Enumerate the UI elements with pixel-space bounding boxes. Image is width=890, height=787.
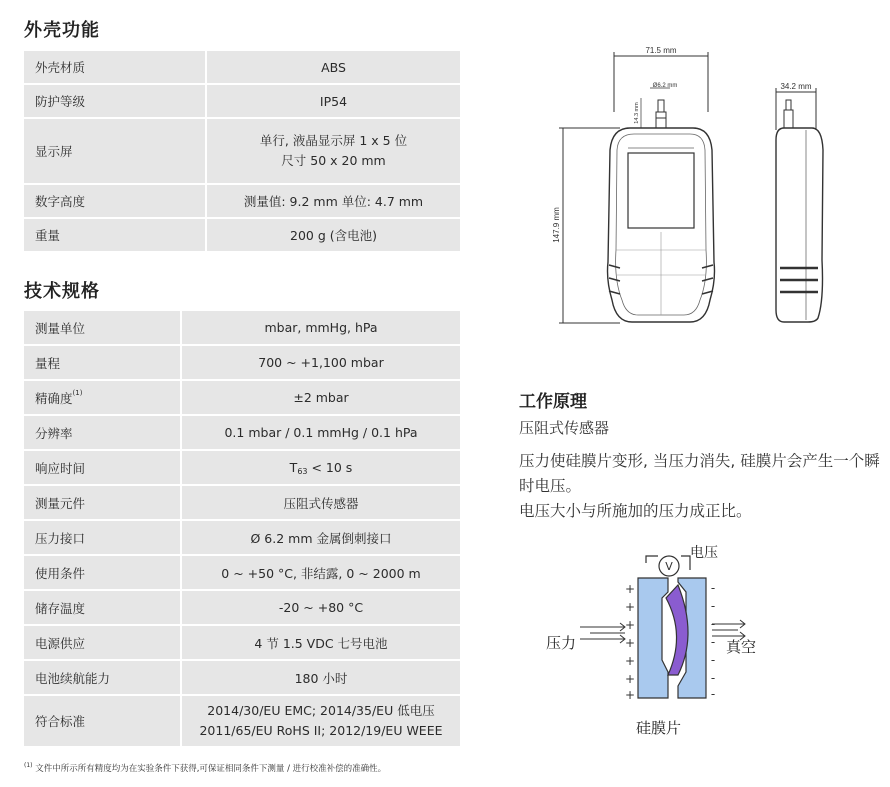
table-row: [24, 591, 460, 624]
table-row: [24, 219, 460, 251]
principle-text: [519, 449, 889, 524]
minus-mark: -: [710, 617, 716, 631]
row-label: [24, 311, 182, 344]
principle-title: 工作原理: [519, 392, 587, 412]
principle-line-1: 压力使硅膜片变形, 当压力消失, 硅膜片会产生一个瞬时电压。: [519, 452, 880, 495]
row-value-text: mbar, mmHg, hPa: [264, 320, 378, 335]
row-value-text: 2011/65/EU RoHS II; 2012/19/EU WEEE: [199, 723, 443, 738]
table-row: [24, 346, 460, 379]
row-label-text: 量程: [35, 355, 61, 371]
row-value: [182, 381, 460, 414]
section1-title: 外壳功能: [24, 20, 100, 41]
row-label-text: 测量元件: [35, 495, 86, 511]
row-value: [182, 311, 460, 344]
row-value-text: ±2 mbar: [293, 390, 349, 405]
row-label: [24, 381, 182, 414]
row-label-text: 使用条件: [35, 565, 86, 581]
row-label: [24, 85, 207, 117]
minus-mark: -: [710, 581, 716, 595]
voltage-label: 电压: [690, 545, 718, 561]
row-value: [182, 416, 460, 449]
row-label-text: 防护等级: [35, 94, 86, 109]
row-value: [182, 486, 460, 519]
minus-mark: -: [710, 599, 716, 613]
technical-spec-table: [24, 309, 460, 748]
principle-subtitle: 压阻式传感器: [519, 419, 610, 437]
sensor-diagram: [540, 540, 780, 740]
plus-mark: +: [624, 654, 636, 668]
row-value-text: 测量值: 9.2 mm 单位: 4.7 mm: [243, 194, 424, 209]
pressure-label: 压力: [546, 634, 577, 652]
voltmeter-symbol: V: [665, 560, 673, 573]
row-value: [207, 119, 460, 183]
table-row: [24, 661, 460, 694]
row-label: [24, 556, 182, 589]
footnote: [24, 762, 386, 774]
row-label: [24, 696, 182, 746]
row-value: [207, 219, 460, 251]
table-row: [24, 556, 460, 589]
table-row: [24, 311, 460, 344]
table-row: [24, 451, 460, 484]
row-value-text: 单行, 液晶显示屏 1 x 5 位: [259, 133, 408, 148]
row-value: [182, 591, 460, 624]
row-label-text: 重量: [35, 228, 61, 243]
row-label-text: 外壳材质: [35, 60, 86, 75]
row-label: [24, 219, 207, 251]
row-label-text: 数字高度: [35, 194, 86, 209]
row-label: [24, 416, 182, 449]
minus-mark: -: [710, 635, 716, 649]
row-label: [24, 346, 182, 379]
dim-connector-dia: Ø6.2 mm: [652, 83, 678, 89]
section2-title: 技术规格: [24, 281, 100, 302]
row-value: [207, 185, 460, 217]
table-row: [24, 85, 460, 117]
row-label-text: 储存温度: [35, 600, 86, 616]
footnote-mark: (1): [24, 762, 33, 770]
row-label-text: 电源供应: [35, 635, 86, 651]
row-label: [24, 591, 182, 624]
row-value-text: 4 节 1.5 VDC 七号电池: [254, 635, 388, 651]
row-value-text: 0.1 mbar / 0.1 mmHg / 0.1 hPa: [224, 425, 418, 440]
row-value-text: 700 ~ +1,100 mbar: [258, 355, 384, 370]
plus-mark: +: [624, 636, 636, 650]
row-value: [182, 521, 460, 554]
row-value-text: 180 小时: [294, 670, 348, 686]
plus-mark: +: [624, 688, 636, 702]
row-value: [182, 661, 460, 694]
table-row: [24, 486, 460, 519]
table-row: [24, 521, 460, 554]
row-label: [24, 486, 182, 519]
plus-mark: +: [624, 672, 636, 686]
table-row: [24, 381, 460, 414]
dim-width: 71.5 mm: [645, 46, 677, 55]
table-row: [24, 185, 460, 217]
dim-connector-len: 14.3 mm: [634, 102, 640, 124]
row-value: [182, 451, 460, 484]
row-value-sub: 63: [297, 466, 308, 476]
row-value-text: T: [289, 459, 298, 475]
minus-mark: -: [710, 687, 716, 701]
dim-height: 147.9 mm: [552, 207, 561, 243]
row-label-text: 测量单位: [35, 320, 86, 336]
row-value: [207, 85, 460, 117]
minus-mark: -: [710, 653, 716, 667]
row-value-text: 压阻式传感器: [283, 495, 359, 511]
table-row: [24, 51, 460, 83]
row-label: [24, 185, 207, 217]
row-value: [182, 346, 460, 379]
table-row: [24, 416, 460, 449]
plus-mark: +: [624, 582, 636, 596]
housing-spec-table: [24, 49, 460, 253]
row-value-text: 0 ~ +50 °C, 非结露, 0 ~ 2000 m: [221, 565, 421, 581]
row-value-text: 尺寸 50 x 20 mm: [281, 153, 386, 168]
row-label: [24, 626, 182, 659]
plus-mark: +: [624, 600, 636, 614]
footnote-ref: (1): [72, 388, 83, 397]
row-value-text: < 10 s: [307, 459, 353, 475]
row-label: [24, 119, 207, 183]
plus-mark: +: [624, 618, 636, 632]
row-value-text: 200 g (含电池): [290, 228, 377, 243]
device-dimension-drawing: [540, 40, 890, 340]
row-label-text: 精确度: [35, 390, 73, 406]
row-label: [24, 521, 182, 554]
row-value-text: -20 ~ +80 °C: [278, 600, 364, 615]
dim-depth: 34.2 mm: [780, 82, 812, 91]
membrane-label: 硅膜片: [636, 719, 682, 737]
row-label-text: 响应时间: [35, 460, 86, 476]
row-label: [24, 451, 182, 484]
footnote-text: 文件中所示所有精度均为在实验条件下获得,可保证相同条件下测量 / 进行校准补偿的准确性。: [32, 764, 387, 774]
row-label-text: 压力接口: [35, 530, 86, 546]
row-value-text: 2014/30/EU EMC; 2014/35/EU 低电压: [207, 703, 435, 718]
table-row: [24, 626, 460, 659]
row-label-text: 显示屏: [35, 144, 73, 159]
row-value: [182, 696, 460, 746]
row-label-text: 电池续航能力: [35, 670, 111, 686]
row-label-text: 分辨率: [35, 425, 73, 441]
minus-mark: -: [710, 671, 716, 685]
vacuum-label: 真空: [726, 638, 757, 656]
principle-line-2: 电压大小与所施加的压力成正比。: [519, 502, 752, 520]
row-label-text: 符合标准: [35, 714, 86, 729]
row-value-text: ABS: [321, 59, 346, 75]
row-value: [182, 626, 460, 659]
row-value: [182, 556, 460, 589]
table-row: [24, 119, 460, 183]
row-label: [24, 51, 207, 83]
row-label: [24, 661, 182, 694]
table-row: [24, 696, 460, 746]
row-value-text: Ø 6.2 mm 金属倒刺接口: [250, 530, 392, 546]
row-value-text: IP54: [319, 93, 348, 109]
row-value: [207, 51, 460, 83]
